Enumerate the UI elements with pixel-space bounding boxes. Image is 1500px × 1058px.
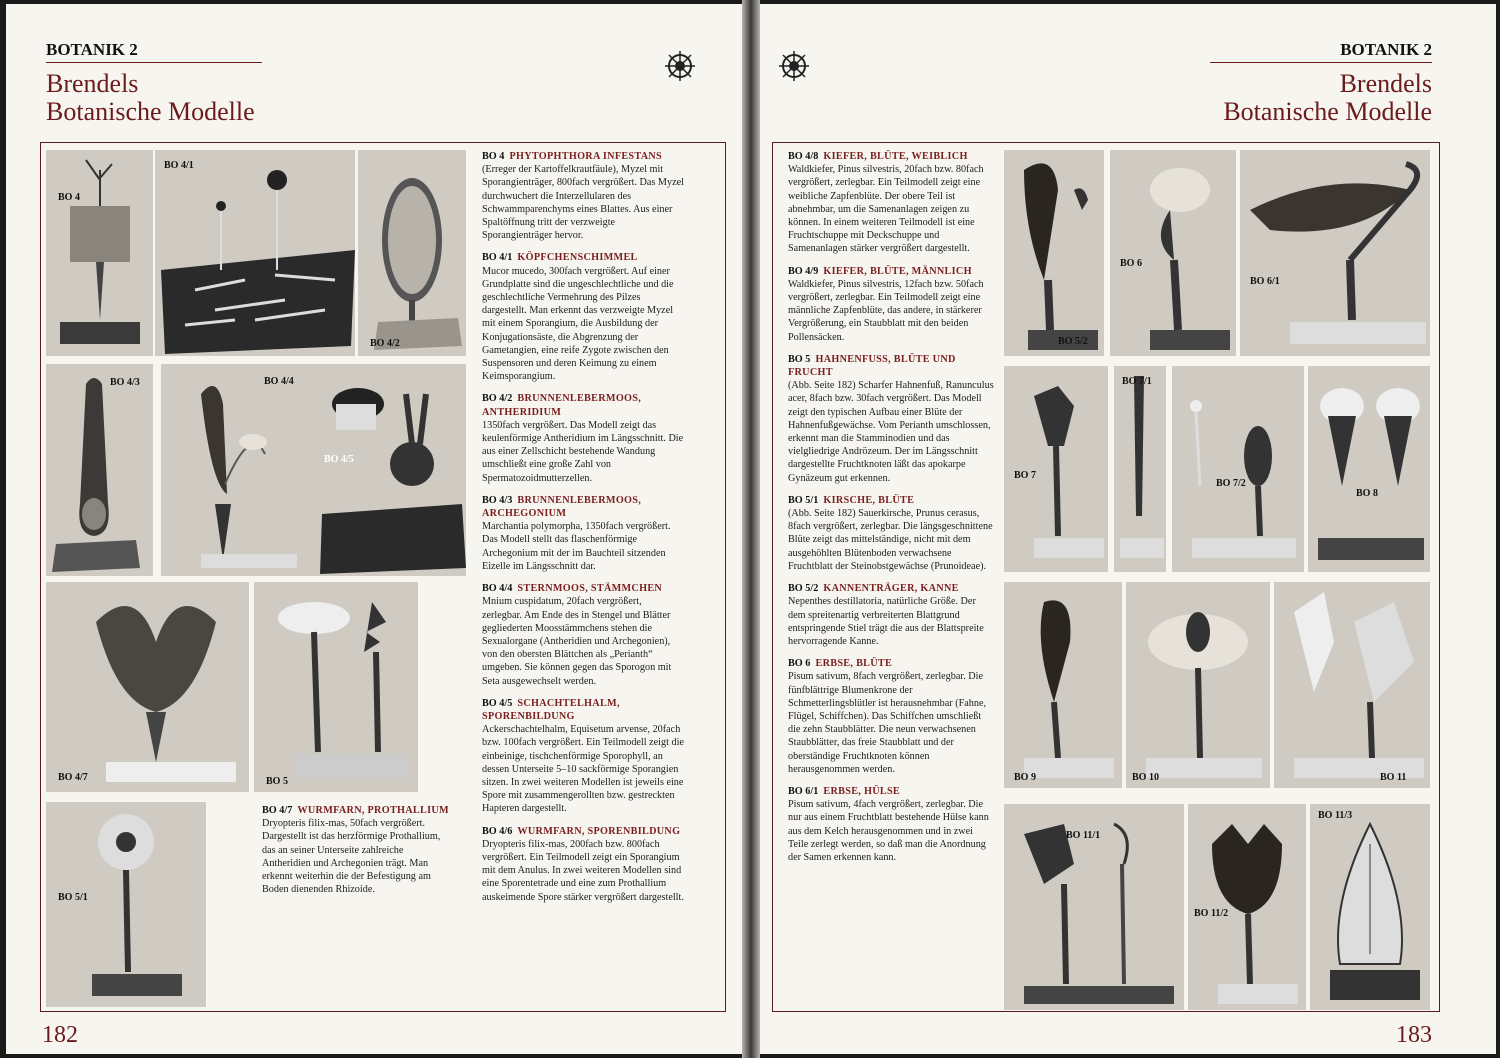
photo-bo11-3	[1310, 804, 1430, 1010]
photo-label: BO 7	[1014, 470, 1036, 481]
entry-heading: KIRSCHE, BLÜTE	[823, 494, 915, 506]
photo-label: BO 7/2	[1216, 478, 1246, 489]
photo-label: BO 4/4	[264, 376, 294, 387]
photo-bo11	[1274, 582, 1430, 788]
ornament-icon	[662, 48, 698, 84]
entry-body: Dryopteris filix-mas, 200fach bzw. 800fach vergrößert. Ein Teilmodell zeigt ein Sporangium mit dem Anulus. In zwei weiteren Modellen sind eine Sporentetrade und eine zum Prothallium auskeimende Spore stärker vergrößert dargestellt.	[482, 838, 684, 903]
photo-bo11-2	[1188, 804, 1306, 1010]
photo-label: BO 10	[1132, 772, 1159, 783]
section-label: BOTANIK 2	[1340, 40, 1432, 59]
photo-label: BO 4	[58, 192, 80, 203]
photo-bo4-5	[316, 364, 466, 576]
section-rule	[46, 62, 262, 63]
section-rule	[1210, 62, 1432, 63]
photo-label: BO 11	[1380, 772, 1407, 783]
photo-bo4-1	[155, 150, 355, 356]
entry-heading: KIEFER, BLÜTE, WEIBLICH	[823, 151, 968, 162]
entry-heading: ERBSE, BLÜTE	[815, 658, 893, 670]
entry-bo4-5	[482, 697, 684, 816]
entry-body: (Abb. Seite 182) Sauerkirsche, Prunus cerasus, 8fach vergrößert, zerlegbar. Die längsgeschnittene Blüte zeigt das mittelständige, nicht mit dem ausgehöhlten Blütenboden verwachsene Fruchtblatt der Steinobstgewächse (Prunoideae).	[788, 508, 993, 572]
entry-heading: ERBSE, HÜLSE	[823, 785, 901, 797]
page-title-line1: Brendels	[46, 69, 139, 98]
entry-body: Ackerschachtelhalm, Equisetum arvense, 20fach bzw. 100fach vergrößert. Ein Teilmodell zeigt die einbeinige, tischchenförmige Sporophyll, an dessen Unterseite 5–10 sackförmige Sporangien sitzen. In zwei weiteren Modellen ist jeweils eine Spore mit zusammengerollten bzw. gestreckten Hapteren dargestellt.	[482, 724, 684, 815]
photo-bo4-3	[46, 364, 153, 576]
ornament-icon	[776, 48, 812, 84]
page-number: 182	[42, 1022, 78, 1048]
photo-label: BO 6	[1120, 258, 1142, 269]
entry-bo4-3	[482, 494, 684, 573]
photo-bo4	[46, 150, 153, 356]
photo-label: BO 4/3	[110, 377, 140, 388]
entry-code: BO 4/8	[788, 151, 819, 162]
book-spine	[742, 0, 760, 1058]
photo-label: BO 5/1	[58, 892, 88, 903]
page-title-line1: Brendels	[1339, 69, 1432, 98]
photo-bo5-1	[46, 802, 206, 1007]
entry-body: (Erreger der Kartoffelkrautfäule), Myzel mit Sporangienträger, 800fach vergrößert. Das Myzel durchwuchert die Interzellularen des Schwammparenchyms eines Blattes. Aus einer Spaltöffnung tritt der verzweigte Sporangienträger hervor.	[482, 164, 684, 242]
photo-bo5-2	[1004, 150, 1104, 356]
entry-bo4-7	[262, 804, 454, 905]
entry-heading: KÖPFCHENSCHIMMEL	[517, 252, 638, 264]
photo-label: BO 4/7	[58, 772, 88, 783]
entry-bo4	[482, 150, 684, 242]
text-column-left-page	[482, 150, 684, 913]
entry-bo4-4	[482, 582, 684, 688]
entry-body: Waldkiefer, Pinus silvestris, 20fach bzw. 80fach vergrößert, zerlegbar. Ein Teilmodell zeigt eine weibliche Zapfenblüte. Der obere Teil ist abnehmbar, um die Samenanlagen zeigen zu können. In einem weiteren Teilmodell ist eine Fruchtschuppe mit Deckschuppe und Samenanlagen stärker vergrößert dargestellt.	[788, 164, 984, 255]
photo-label: BO 6/1	[1250, 276, 1280, 287]
entry-code: BO 6/1	[788, 785, 819, 797]
entry-body: Mnium cuspidatum, 20fach vergrößert, zerlegbar. Am Ende des in Stengel und Blätter gegliederten Moosstämmchens stehen die Sexualorgane (Antheridien und Archegonien), von den obersten Blättchen als „Perianth“ umgeben. Sie können gegen das Sporogon mit Seta ausgewechselt werden.	[482, 596, 672, 687]
photo-bo4-7	[46, 582, 249, 792]
photo-label: BO 5	[266, 776, 288, 787]
entry-body: 1350fach vergrößert. Das Modell zeigt das keulenförmige Antheridium im Längsschnitt. Die aus einer Zellschicht bestehende Wandung umschließt eine große Zahl von Spermatozoidmutterzellen.	[482, 419, 684, 484]
entry-body: Pisum sativum, 8fach vergrößert, zerlegbar. Die fünfblättrige Blumenkrone der Schmetterlingsblütler ist herausnehmbar (Fahne, Flügel, Schiffchen). Das Schiffchen umschließt die zehn Staubblätter. Die neun verwachsenen Staubblätter, das freie Staubblatt und der oberständige Fruchtknoten können herausgenommen werden.	[788, 671, 987, 775]
photo-bo4-2	[358, 150, 466, 356]
entry-bo4-2	[482, 392, 684, 484]
photo-label: BO 4/1	[164, 160, 194, 171]
right-page	[760, 4, 1496, 1054]
photo-label: BO 11/1	[1066, 830, 1101, 841]
photo-bo6-1	[1240, 150, 1430, 356]
photo-bo5	[254, 582, 418, 792]
entry-code: BO 4/2	[482, 393, 513, 405]
entry-heading: STERNMOOS, STÄMMCHEN	[517, 583, 663, 595]
entry-code: BO 5	[788, 353, 811, 365]
photo-bo4-4	[161, 364, 317, 576]
photo-label: BO 8	[1356, 488, 1378, 499]
page-number: 183	[1396, 1022, 1432, 1048]
entry-heading: PHYTOPHTHORA INFESTANS	[509, 151, 663, 162]
entry-heading: WURMFARN, SPORENBILDUNG	[517, 825, 681, 837]
entry-code: BO 4	[482, 151, 505, 162]
entry-bo4-8	[788, 150, 994, 256]
entry-code: BO 4/3	[482, 494, 513, 506]
entry-bo4-9	[788, 265, 994, 344]
entry-bo5-1	[788, 494, 994, 573]
photo-bo8	[1308, 366, 1430, 572]
entry-body: Marchantia polymorpha, 1350fach vergrößert. Das Modell stellt das flaschenförmige Archegonium mit der im Bauchteil sitzenden Eizelle im Längsschnitt dar.	[482, 521, 671, 572]
entry-bo4-6	[482, 825, 684, 904]
photo-label: BO 9	[1014, 772, 1036, 783]
entry-code: BO 5/1	[788, 494, 819, 506]
entry-bo5-2	[788, 582, 994, 648]
entry-code: BO 4/1	[482, 252, 513, 264]
page-title-line2: Botanische Modelle	[1223, 97, 1432, 126]
section-label: BOTANIK 2	[46, 40, 138, 59]
entry-bo5	[788, 353, 994, 485]
entry-body: Pisum sativum, 4fach vergrößert, zerlegbar. Die nur aus einem Fruchtblatt bestehende Hülse kann aus dem Kelch herausgenommen und in zwei Teile zerlegt werden, so daß man die Anordnung der Samen erkennen kann.	[788, 799, 989, 863]
entry-heading: WURMFARN, PROTHALLIUM	[297, 805, 449, 816]
entry-body: (Abb. Seite 182) Scharfer Hahnenfuß, Ranunculus acer, 8fach bzw. 30fach vergrößert. Das Modell zeigt den typischen Aufbau einer Blüte der Hahnenfußgewächse. Vom Perianth umschlossen, erkennt man die Stamminodien und das vielgliedrige Andrözeum. Der im Längsschnitt dargestellte Fruchtknoten läßt das apokarpe Gynäzeum gut erkennen.	[788, 380, 994, 484]
entry-bo6-1	[788, 785, 994, 864]
entry-code: BO 4/9	[788, 265, 819, 277]
entry-heading: KANNENTRÄGER, KANNE	[823, 583, 959, 595]
text-column-right-page	[788, 150, 994, 873]
entry-body: Mucor mucedo, 300fach vergrößert. Auf einer Grundplatte sind die ungeschlechtliche und die geschlechtliche Vermehrung des Pilzes dargestellt. Man erkennt das verzweigte Myzel mit einem Sporangium, die Ausbildung der Konjugationsäste, die Abgrenzung der Gametangien, eine reife Zygote zwischen den Suspensoren und deren Keimung zu einem Keimsporangium.	[482, 265, 674, 383]
photo-label: BO 4/2	[370, 338, 400, 349]
entry-code: BO 4/5	[482, 697, 513, 709]
entry-code: BO 4/6	[482, 825, 513, 837]
photo-bo10	[1126, 582, 1270, 788]
photo-label: BO 11/2	[1194, 908, 1229, 919]
entry-heading: KIEFER, BLÜTE, MÄNNLICH	[823, 265, 972, 277]
photo-label: BO 11/3	[1318, 810, 1353, 821]
entry-code: BO 4/4	[482, 583, 513, 595]
entry-code: BO 6	[788, 658, 811, 670]
entry-body: Nepenthes destillatoria, natürliche Größe. Der dem spreitenartig verbreiterten Blattgrund entspringende Stiel trägt die aus der Blattspreite hervorragende Kanne.	[788, 596, 984, 647]
left-page	[6, 4, 742, 1054]
entry-body: Waldkiefer, Pinus silvestris, 12fach bzw. 50fach vergrößert, zerlegbar. Ein Teilmodell zeigt eine männliche Zapfenblüte, das andere, in stärkerer Vergrößerung, ein Staubblatt mit den beiden Pollensäcken.	[788, 278, 984, 343]
entry-heading: BRUNNENLEBERMOOS, ARCHEGONIUM	[482, 494, 642, 520]
page-title-line2: Botanische Modelle	[46, 97, 255, 126]
entry-code: BO 4/7	[262, 805, 293, 816]
photo-label: BO 5/2	[1058, 336, 1088, 347]
photo-bo6	[1110, 150, 1236, 356]
entry-bo6	[788, 657, 994, 776]
entry-code: BO 5/2	[788, 583, 819, 595]
entry-heading: BRUNNENLEBERMOOS, ANTHERIDIUM	[482, 393, 642, 418]
entry-heading: HAHNENFUSS, BLÜTE UND FRUCHT	[788, 353, 956, 379]
photo-label: BO 7/1	[1122, 376, 1152, 387]
photo-bo9	[1004, 582, 1122, 788]
photo-bo7-1	[1114, 366, 1166, 572]
photo-bo7	[1004, 366, 1108, 572]
photo-bo7-2	[1172, 366, 1304, 572]
entry-heading: SCHACHTELHALM, SPORENBILDUNG	[482, 697, 620, 722]
entry-body: Dryopteris filix-mas, 50fach vergrößert. Dargestellt ist das herzförmige Prothallium, das an seiner Unterseite zahlreiche Antheridien und Archegonien trägt. Man erkennt weiterhin die der Befestigung am Boden dienenden Rhizoide.	[262, 818, 441, 896]
photo-label: BO 4/5	[324, 454, 354, 465]
entry-bo4-1	[482, 251, 684, 383]
